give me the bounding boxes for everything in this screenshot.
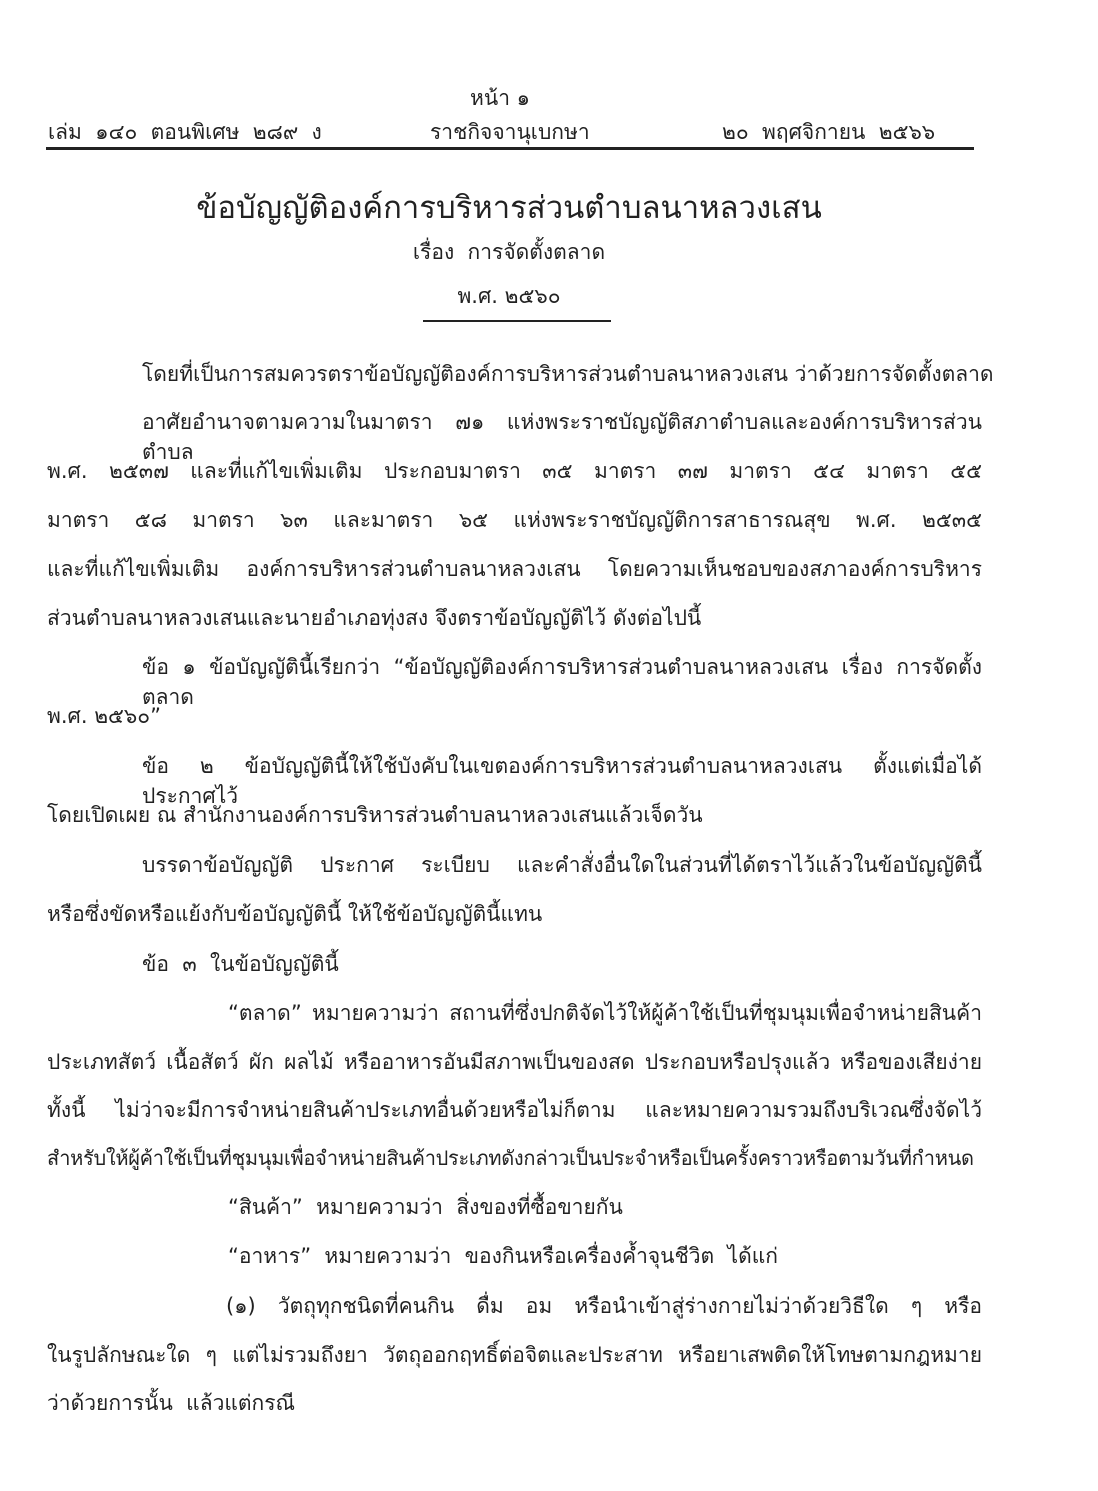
document-title: ข้อบัญญัติองค์การบริหารส่วนตำบลนาหลวงเสน	[196, 190, 822, 226]
body-line: โดยที่เป็นการสมควรตราข้อบัญญัติองค์การบริหารส่วนตำบลนาหลวงเสน ว่าด้วยการจัดตั้งตลาด	[142, 362, 994, 386]
body-line: ในรูปลักษณะใด ๆ แต่ไม่รวมถึงยา วัตถุออกฤทธิ์ต่อจิตและประสาท หรือยาเสพติดให้โทษตามกฎหมาย	[47, 1343, 982, 1367]
body-line: “สินค้า” หมายความว่า สิ่งของที่ซื้อขายกัน	[228, 1195, 623, 1219]
body-line: ประเภทสัตว์ เนื้อสัตว์ ผัก ผลไม้ หรืออาหารอันมีสภาพเป็นของสด ประกอบหรือปรุงแล้ว หรือของเสียง่าย	[47, 1050, 982, 1074]
body-line: พ.ศ. ๒๕๖๐”	[47, 704, 161, 728]
body-line: พ.ศ. ๒๕๓๗ และที่แก้ไขเพิ่มเติม ประกอบมาตรา ๓๕ มาตรา ๓๗ มาตรา ๕๔ มาตรา ๕๕	[47, 459, 982, 483]
volume-issue: เล่ม ๑๔๐ ตอนพิเศษ ๒๘๙ ง	[48, 120, 322, 144]
body-line: ทั้งนี้ ไม่ว่าจะมีการจำหน่ายสินค้าประเภทอื่นด้วยหรือไม่ก็ตาม และหมายความรวมถึงบริเวณซึ่งจัดไว้	[47, 1098, 982, 1122]
page-number: หน้า ๑	[470, 86, 530, 110]
body-line: ข้อ ๒ ข้อบัญญัตินี้ให้ใช้บังคับในเขตองค์การบริหารส่วนตำบลนาหลวงเสน ตั้งแต่เมื่อได้ประกาศไว้	[142, 754, 982, 808]
body-line: ว่าด้วยการนั้น แล้วแต่กรณี	[47, 1391, 296, 1415]
body-line: ข้อ ๑ ข้อบัญญัตินี้เรียกว่า “ข้อบัญญัติองค์การบริหารส่วนตำบลนาหลวงเสน เรื่อง การจัดตั้งตลาด	[142, 655, 982, 709]
header-rule	[46, 147, 974, 150]
body-line: สำหรับให้ผู้ค้าใช้เป็นที่ชุมนุมเพื่อจำหน่ายสินค้าประเภทดังกล่าวเป็นประจำหรือเป็นครั้งคราวหรือตามวันที่กำหนด	[47, 1146, 974, 1170]
document-year: พ.ศ. ๒๕๖๐	[457, 284, 561, 308]
body-line: (๑) วัตถุทุกชนิดที่คนกิน ดื่ม อม หรือนำเข้าสู่ร่างกายไม่ว่าด้วยวิธีใด ๆ หรือ	[226, 1294, 982, 1318]
title-divider	[423, 320, 611, 322]
body-line: และที่แก้ไขเพิ่มเติม องค์การบริหารส่วนตำบลนาหลวงเสน โดยความเห็นชอบของสภาองค์การบริหาร	[47, 557, 982, 581]
publication-date: ๒๐ พฤศจิกายน ๒๕๖๖	[722, 120, 936, 144]
body-line: ส่วนตำบลนาหลวงเสนและนายอำเภอทุ่งสง จึงตราข้อบัญญัติไว้ ดังต่อไปนี้	[47, 606, 702, 630]
body-line: มาตรา ๕๘ มาตรา ๖๓ และมาตรา ๖๕ แห่งพระราชบัญญัติการสาธารณสุข พ.ศ. ๒๕๓๕	[47, 508, 982, 532]
body-line: ข้อ ๓ ในข้อบัญญัตินี้	[142, 952, 339, 976]
publication-name: ราชกิจจานุเบกษา	[430, 120, 590, 144]
document-subject: เรื่อง การจัดตั้งตลาด	[412, 240, 606, 264]
body-line: โดยเปิดเผย ณ สำนักงานองค์การบริหารส่วนตำบลนาหลวงเสนแล้วเจ็ดวัน	[47, 803, 703, 827]
body-line: หรือซึ่งขัดหรือแย้งกับข้อบัญญัตินี้ ให้ใช้ข้อบัญญัตินี้แทน	[47, 902, 543, 926]
body-line: “ตลาด” หมายความว่า สถานที่ซึ่งปกติจัดไว้ให้ผู้ค้าใช้เป็นที่ชุมนุมเพื่อจำหน่ายสินค้า	[228, 1001, 982, 1025]
body-line: “อาหาร” หมายความว่า ของกินหรือเครื่องค้ำจุนชีวิต ได้แก่	[228, 1244, 778, 1268]
body-line: บรรดาข้อบัญญัติ ประกาศ ระเบียบ และคำสั่งอื่นใดในส่วนที่ได้ตราไว้แล้วในข้อบัญญัตินี้	[142, 853, 982, 877]
body-line: อาศัยอำนาจตามความในมาตรา ๗๑ แห่งพระราชบัญญัติสภาตำบลและองค์การบริหารส่วนตำบล	[142, 410, 982, 464]
